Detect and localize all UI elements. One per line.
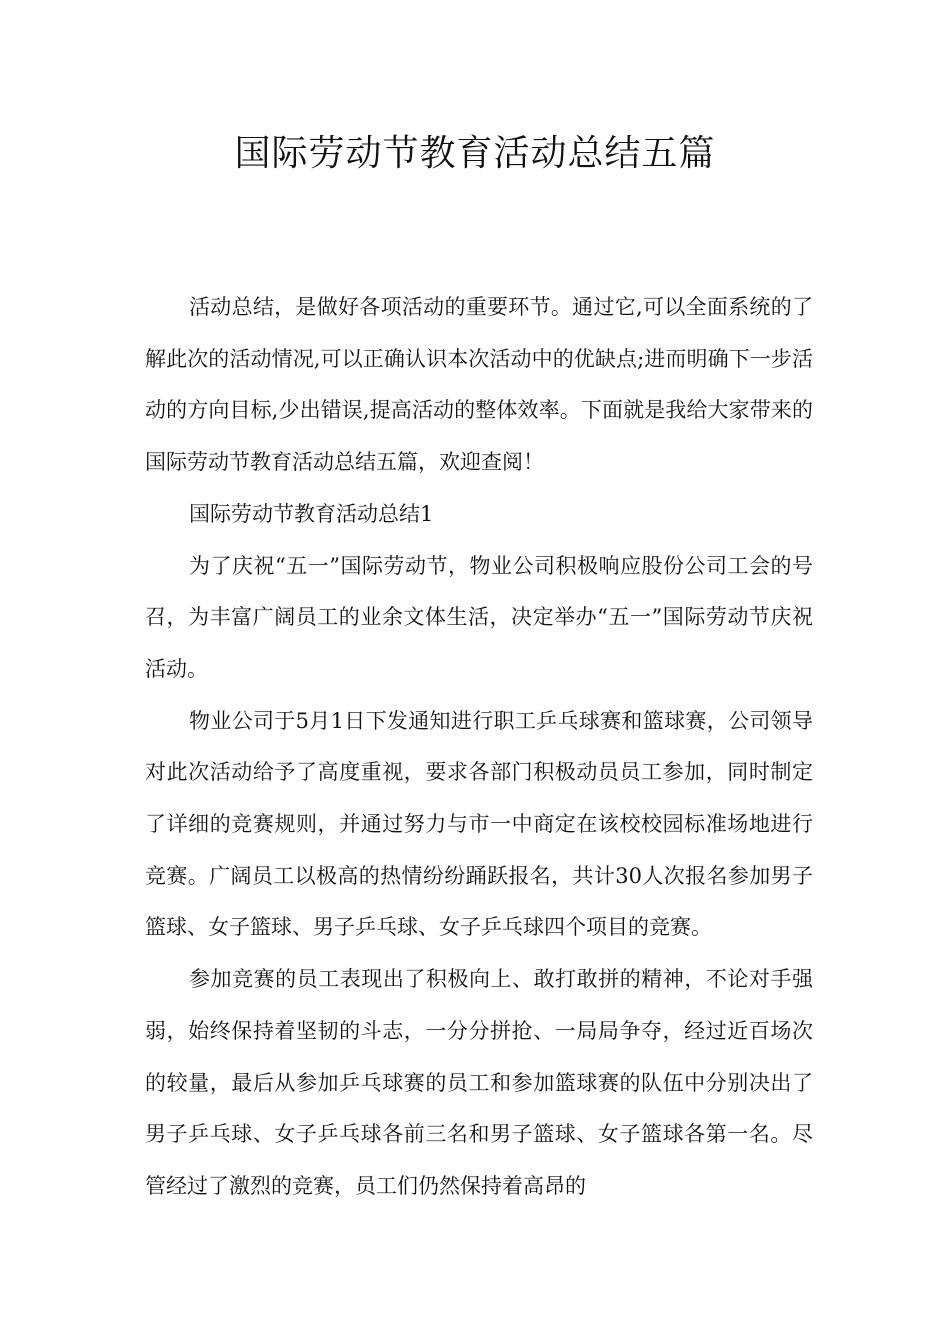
document-title: 国际劳动节教育活动总结五篇 — [234, 133, 716, 174]
body-paragraph: 物业公司于5月1日下发通知进行职工乒乓球赛和篮球赛，公司领导对此次活动给予了高度重视，要求各部门积极动员员工参加，同时制定了详细的竞赛规则，并通过努力与市一中商定在该校校园标准场地进行竞赛。广阔员工以极高的热情纷纷踊跃报名，共计30人次报名参加男子篮球、女子篮球、男子乒乓球、女子乒乓球四个项目的竞赛。 — [145, 708, 813, 940]
section-heading: 国际劳动节教育活动总结1 — [189, 501, 434, 526]
body-paragraph: 为了庆祝“五一”国际劳动节，物业公司积极响应股份公司工会的号召，为丰富广阔员工的业余文体生活，决定举办“五一”国际劳动节庆祝活动。 — [145, 553, 813, 681]
document-body — [145, 282, 813, 1213]
body-paragraph: 参加竞赛的员工表现出了积极向上、敢打敢拼的精神，不论对手强弱，始终保持着坚韧的斗志，一分分拼抢、一局局争夺，经过近百场次的较量，最后从参加乒乓球赛的员工和参加篮球赛的队伍中分别决出了男子乒乓球、女子乒乓球各前三名和男子篮球、女子篮球各第一名。尽管经过了激烈的竞赛，员工们仍然保持着高昂的 — [145, 967, 813, 1198]
intro-paragraph: 活动总结，是做好各项活动的重要环节。通过它,可以全面系统的了解此次的活动情况,可以正确认识本次活动中的优缺点;进而明确下一步活动的方向目标,少出错误,提高活动的整体效率。下面就是我给大家带来的国际劳动节教育活动总结五篇，欢迎查阅！ — [145, 295, 813, 475]
